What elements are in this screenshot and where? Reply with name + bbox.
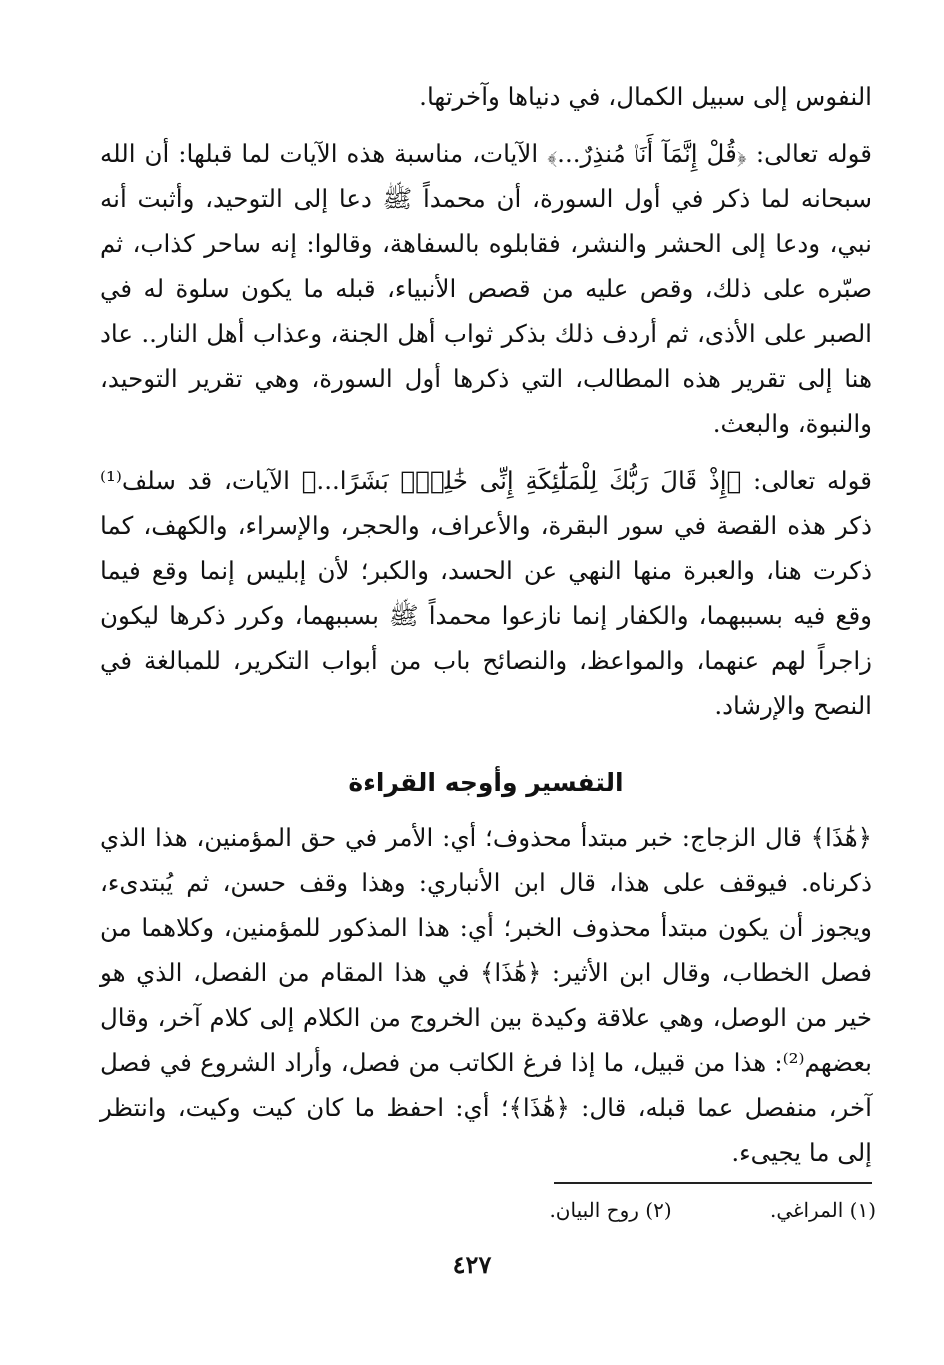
page-body: [100, 74, 872, 1175]
footnote-2: (٢) روح البيان.: [549, 1198, 672, 1222]
footnotes: [549, 1196, 876, 1224]
paragraph-3: قوله تعالى: ﴿إِذْ قَالَ رَبُّكَ لِلْمَلَٰٓئِكَةِ إِنِّى خَٰلِقٌۢ بَشَرًا...﴾ الآيات، قد سلف⁽¹⁾ ذكر هذه القصة في سور البقرة، والأعراف، والحجر، والإسراء، والكهف، كما ذكرت هنا، والعبرة منها النهي عن الحسد، والكبر؛ لأن إبليس إنما وقع فيما وقع فيه بسببهما، والكفار إنما نازعوا محمداً ﷺ بسببهما، وكرر ذكرها ليكون زاجراً لهم عنهما، والمواعظ، والنصائح باب من أبواب التكرير، للمبالغة في النصح والإرشاد.: [100, 466, 872, 720]
paragraph-1: النفوس إلى سبيل الكمال، في دنياها وآخرتها.: [419, 82, 872, 111]
paragraph-4: ﴿هَٰذَا﴾ قال الزجاج: خبر مبتدأ محذوف؛ أي: الأمر في حق المؤمنين، هذا الذي ذكرناه. فيوقف على هذا، قال ابن الأنباري: وهذا وقف حسن، ثم يُبتدىء، ويجوز أن يكون مبتدأ محذوف الخبر؛ أي: هذا المذكور للمؤمنين، وكلاهما من فصل الخطاب، وقال ابن الأثير: ﴿هَٰذَا﴾ في هذا المقام من الفصل، الذي هو خير من الوصل، وهي علاقة وكيدة بين الخروج من الكلام إلى كلام آخر، وقال بعضهم⁽²⁾: هذا من قبيل، ما إذا فرغ الكاتب من فصل، وأراد الشروع في فصل آخر، منفصل عما قبله، قال: ﴿هَٰذَا﴾؛ أي: احفظ ما كان كيت وكيت، وانتظر إلى ما يجيىء.: [100, 823, 872, 1167]
section-heading: التفسير وأوجه القراءة: [348, 768, 624, 797]
footnote-divider: [554, 1182, 872, 1184]
footnote-1: (١) المراغي.: [769, 1198, 876, 1222]
page-number: ٤٢٧: [452, 1250, 492, 1279]
paragraph-2: قوله تعالى: ﴿قُلْ إِنَّمَآ أَنَا۠ مُنذِرٌ...﴾ الآيات، مناسبة هذه الآيات لما قبلها: أن الله سبحانه لما ذكر في أول السورة، أن محمداً ﷺ دعا إلى التوحيد، وأثبت أنه نبي، ودعا إلى الحشر والنشر، فقابلوه بالسفاهة، وقالوا: إنه ساحر كذاب، ثم صبّره على ذلك، وقص عليه من قصص الأنبياء، قبله ما يكون سلوة له في الصبر على الأذى، ثم أردف ذلك بذكر ثواب أهل الجنة، وعذاب أهل النار.. عاد هنا إلى تقرير هذه المطالب، التي ذكرها أول السورة، وهي تقرير التوحيد، والنبوة، والبعث.: [100, 139, 872, 438]
